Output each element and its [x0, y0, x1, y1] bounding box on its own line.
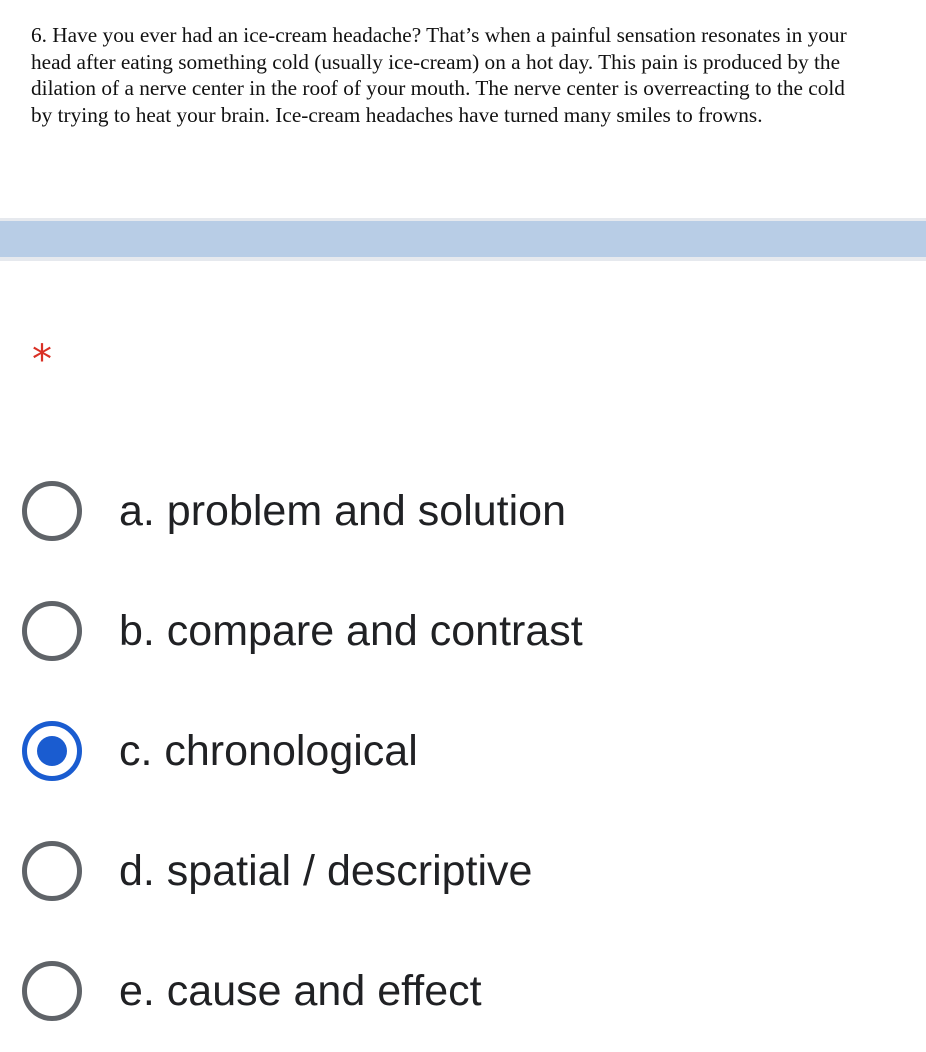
option-e-label[interactable]: e. cause and effect: [119, 967, 482, 1015]
radio-button-d[interactable]: [22, 841, 82, 901]
option-b[interactable]: [22, 600, 583, 662]
passage-line: by trying to heat your brain. Ice-cream headaches have turned many smiles to frowns.: [31, 102, 763, 127]
required-asterisk: *: [32, 337, 52, 383]
option-a-label[interactable]: a. problem and solution: [119, 487, 567, 535]
radio-button-e[interactable]: [22, 961, 82, 1021]
passage-line: 6. Have you ever had an ice-cream headache? That’s when a painful sensation resonates in your: [31, 23, 847, 47]
option-d-label[interactable]: d. spatial / descriptive: [119, 847, 533, 895]
option-c-label[interactable]: c. chronological: [119, 727, 418, 775]
option-e[interactable]: [22, 960, 482, 1022]
band-bottom-border: [0, 257, 926, 261]
passage-line: head after eating something cold (usually ice-cream) on a hot day. This pain is produced by the: [31, 49, 841, 74]
option-b-label[interactable]: b. compare and contrast: [119, 607, 583, 655]
option-d[interactable]: [22, 840, 532, 902]
option-c[interactable]: [22, 720, 418, 782]
option-a[interactable]: [22, 480, 566, 542]
passage-line: dilation of a nerve center in the roof of your mouth. The nerve center is overreacting to the cold: [31, 76, 845, 100]
radio-button-c-selected[interactable]: [22, 721, 82, 781]
radio-button-b[interactable]: [22, 601, 82, 661]
radio-selected-dot: [37, 736, 67, 766]
question-passage: [31, 22, 921, 128]
radio-button-a[interactable]: [22, 481, 82, 541]
section-band: [0, 221, 926, 257]
